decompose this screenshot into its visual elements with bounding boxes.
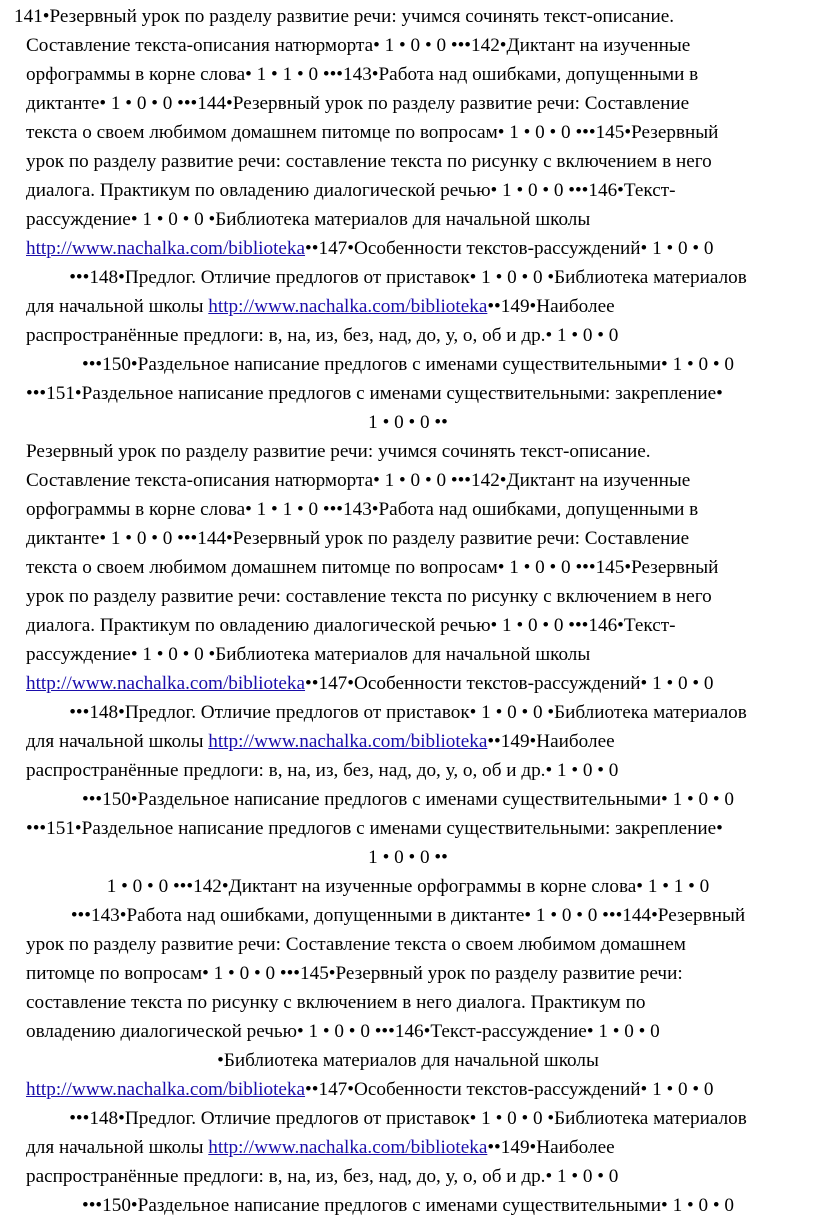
text-line: орфограммы в корне слова• 1 • 1 • 0 •••143•Работа над ошибками, допущенными в xyxy=(26,499,699,520)
text-line: распространённые предлоги: в, на, из, без, над, до, у, о, об и др.• 1 • 0 • 0 xyxy=(26,325,619,346)
text-line: •••148•Предлог. Отличие предлогов от приставок• 1 • 0 • 0 •Библиотека материалов xyxy=(69,1108,747,1129)
text-line: •••150•Раздельное написание предлогов с именами существительными• 1 • 0 • 0 xyxy=(82,354,734,375)
text-line: •••143•Работа над ошибками, допущенными в диктанте• 1 • 0 • 0 •••144•Резервный xyxy=(70,905,746,926)
text-line: распространённые предлоги: в, на, из, без, над, до, у, о, об и др.• 1 • 0 • 0 xyxy=(26,760,619,781)
text-line: диалога. Практикум по овладению диалогической речью• 1 • 0 • 0 •••146•Текст- xyxy=(26,180,676,201)
library-link[interactable]: http://www.nachalka.com/biblioteka xyxy=(26,1079,306,1100)
text-run: ••149•Наиболее xyxy=(487,731,615,752)
text-line: составление текста по рисунку с включением в него диалога. Практикум по xyxy=(26,992,646,1013)
text-run: ••147•Особенности текстов-рассуждений• 1 • 0 • 0 xyxy=(305,673,714,694)
lesson-block-1 xyxy=(14,2,802,437)
text-line: Составление текста-описания натюрморта• 1 • 0 • 0 •••142•Диктант на изученные xyxy=(26,35,691,56)
text-line xyxy=(14,1075,802,1104)
text-line: текста о своем любимом домашнем питомце по вопросам• 1 • 0 • 0 •••145•Резервный xyxy=(26,122,719,143)
text-line: 1 • 0 • 0 •• xyxy=(368,847,448,868)
text-line: •••150•Раздельное написание предлогов с именами существительными• 1 • 0 • 0 xyxy=(82,1195,734,1216)
text-line: Резервный урок по разделу развитие речи: учимся сочинять текст-описание. xyxy=(26,441,651,462)
text-line: овладению диалогической речью• 1 • 0 • 0 •••146•Текст-рассуждение• 1 • 0 • 0 xyxy=(26,1021,660,1042)
text-line: урок по разделу развитие речи: Составление текста о своем любимом домашнем xyxy=(26,934,686,955)
library-link[interactable]: http://www.nachalka.com/biblioteka xyxy=(208,731,488,752)
text-run: ••147•Особенности текстов-рассуждений• 1 • 0 • 0 xyxy=(305,238,714,259)
text-line: 1 • 0 • 0 •••142•Диктант на изученные орфограммы в корне слова• 1 • 1 • 0 xyxy=(106,876,710,897)
text-line xyxy=(14,727,802,756)
text-line: диктанте• 1 • 0 • 0 •••144•Резервный урок по разделу развитие речи: Составление xyxy=(26,528,690,549)
text-run: для начальной школы xyxy=(26,731,209,752)
text-line: орфограммы в корне слова• 1 • 1 • 0 •••143•Работа над ошибками, допущенными в xyxy=(26,64,699,85)
text-line: урок по разделу развитие речи: составление текста по рисунку с включением в него xyxy=(26,586,712,607)
text-run: для начальной школы xyxy=(26,1137,209,1158)
text-line: урок по разделу развитие речи: составление текста по рисунку с включением в него xyxy=(26,151,712,172)
text-line: •••151•Раздельное написание предлогов с именами существительными: закрепление• xyxy=(26,383,723,404)
text-line: •Библиотека материалов для начальной школы xyxy=(217,1050,599,1071)
text-line: Составление текста-описания натюрморта• 1 • 0 • 0 •••142•Диктант на изученные xyxy=(26,470,691,491)
text-line: 1 • 0 • 0 •• xyxy=(368,412,448,433)
text-line: рассуждение• 1 • 0 • 0 •Библиотека материалов для начальной школы xyxy=(26,644,591,665)
library-link[interactable]: http://www.nachalka.com/biblioteka xyxy=(208,1137,488,1158)
text-run: для начальной школы xyxy=(26,296,209,317)
text-line: •••150•Раздельное написание предлогов с именами существительными• 1 • 0 • 0 xyxy=(82,789,734,810)
library-link[interactable]: http://www.nachalka.com/biblioteka xyxy=(26,238,306,259)
text-run: ••149•Наиболее xyxy=(487,296,615,317)
lesson-block-3 xyxy=(14,872,802,1220)
lesson-block-2 xyxy=(14,437,802,872)
text-line xyxy=(14,669,802,698)
text-line: •••151•Раздельное написание предлогов с именами существительными: закрепление• xyxy=(26,818,723,839)
text-line xyxy=(14,292,802,321)
text-run: ••147•Особенности текстов-рассуждений• 1 • 0 • 0 xyxy=(305,1079,714,1100)
text-line: диалога. Практикум по овладению диалогической речью• 1 • 0 • 0 •••146•Текст- xyxy=(26,615,676,636)
text-run: ••149•Наиболее xyxy=(487,1137,615,1158)
text-line: питомце по вопросам• 1 • 0 • 0 •••145•Резервный урок по разделу развитие речи: xyxy=(26,963,683,984)
text-line: распространённые предлоги: в, на, из, без, над, до, у, о, об и др.• 1 • 0 • 0 xyxy=(26,1166,619,1187)
text-line: текста о своем любимом домашнем питомце по вопросам• 1 • 0 • 0 •••145•Резервный xyxy=(26,557,719,578)
text-line: •••148•Предлог. Отличие предлогов от приставок• 1 • 0 • 0 •Библиотека материалов xyxy=(69,702,747,723)
library-link[interactable]: http://www.nachalka.com/biblioteka xyxy=(208,296,488,317)
text-line xyxy=(14,234,802,263)
text-line: диктанте• 1 • 0 • 0 •••144•Резервный урок по разделу развитие речи: Составление xyxy=(26,93,690,114)
text-line xyxy=(14,1133,802,1162)
text-line: рассуждение• 1 • 0 • 0 •Библиотека материалов для начальной школы xyxy=(26,209,591,230)
library-link[interactable]: http://www.nachalka.com/biblioteka xyxy=(26,673,306,694)
text-line: 141•Резервный урок по разделу развитие речи: учимся сочинять текст-описание. xyxy=(14,6,675,27)
text-line: •••148•Предлог. Отличие предлогов от приставок• 1 • 0 • 0 •Библиотека материалов xyxy=(69,267,747,288)
